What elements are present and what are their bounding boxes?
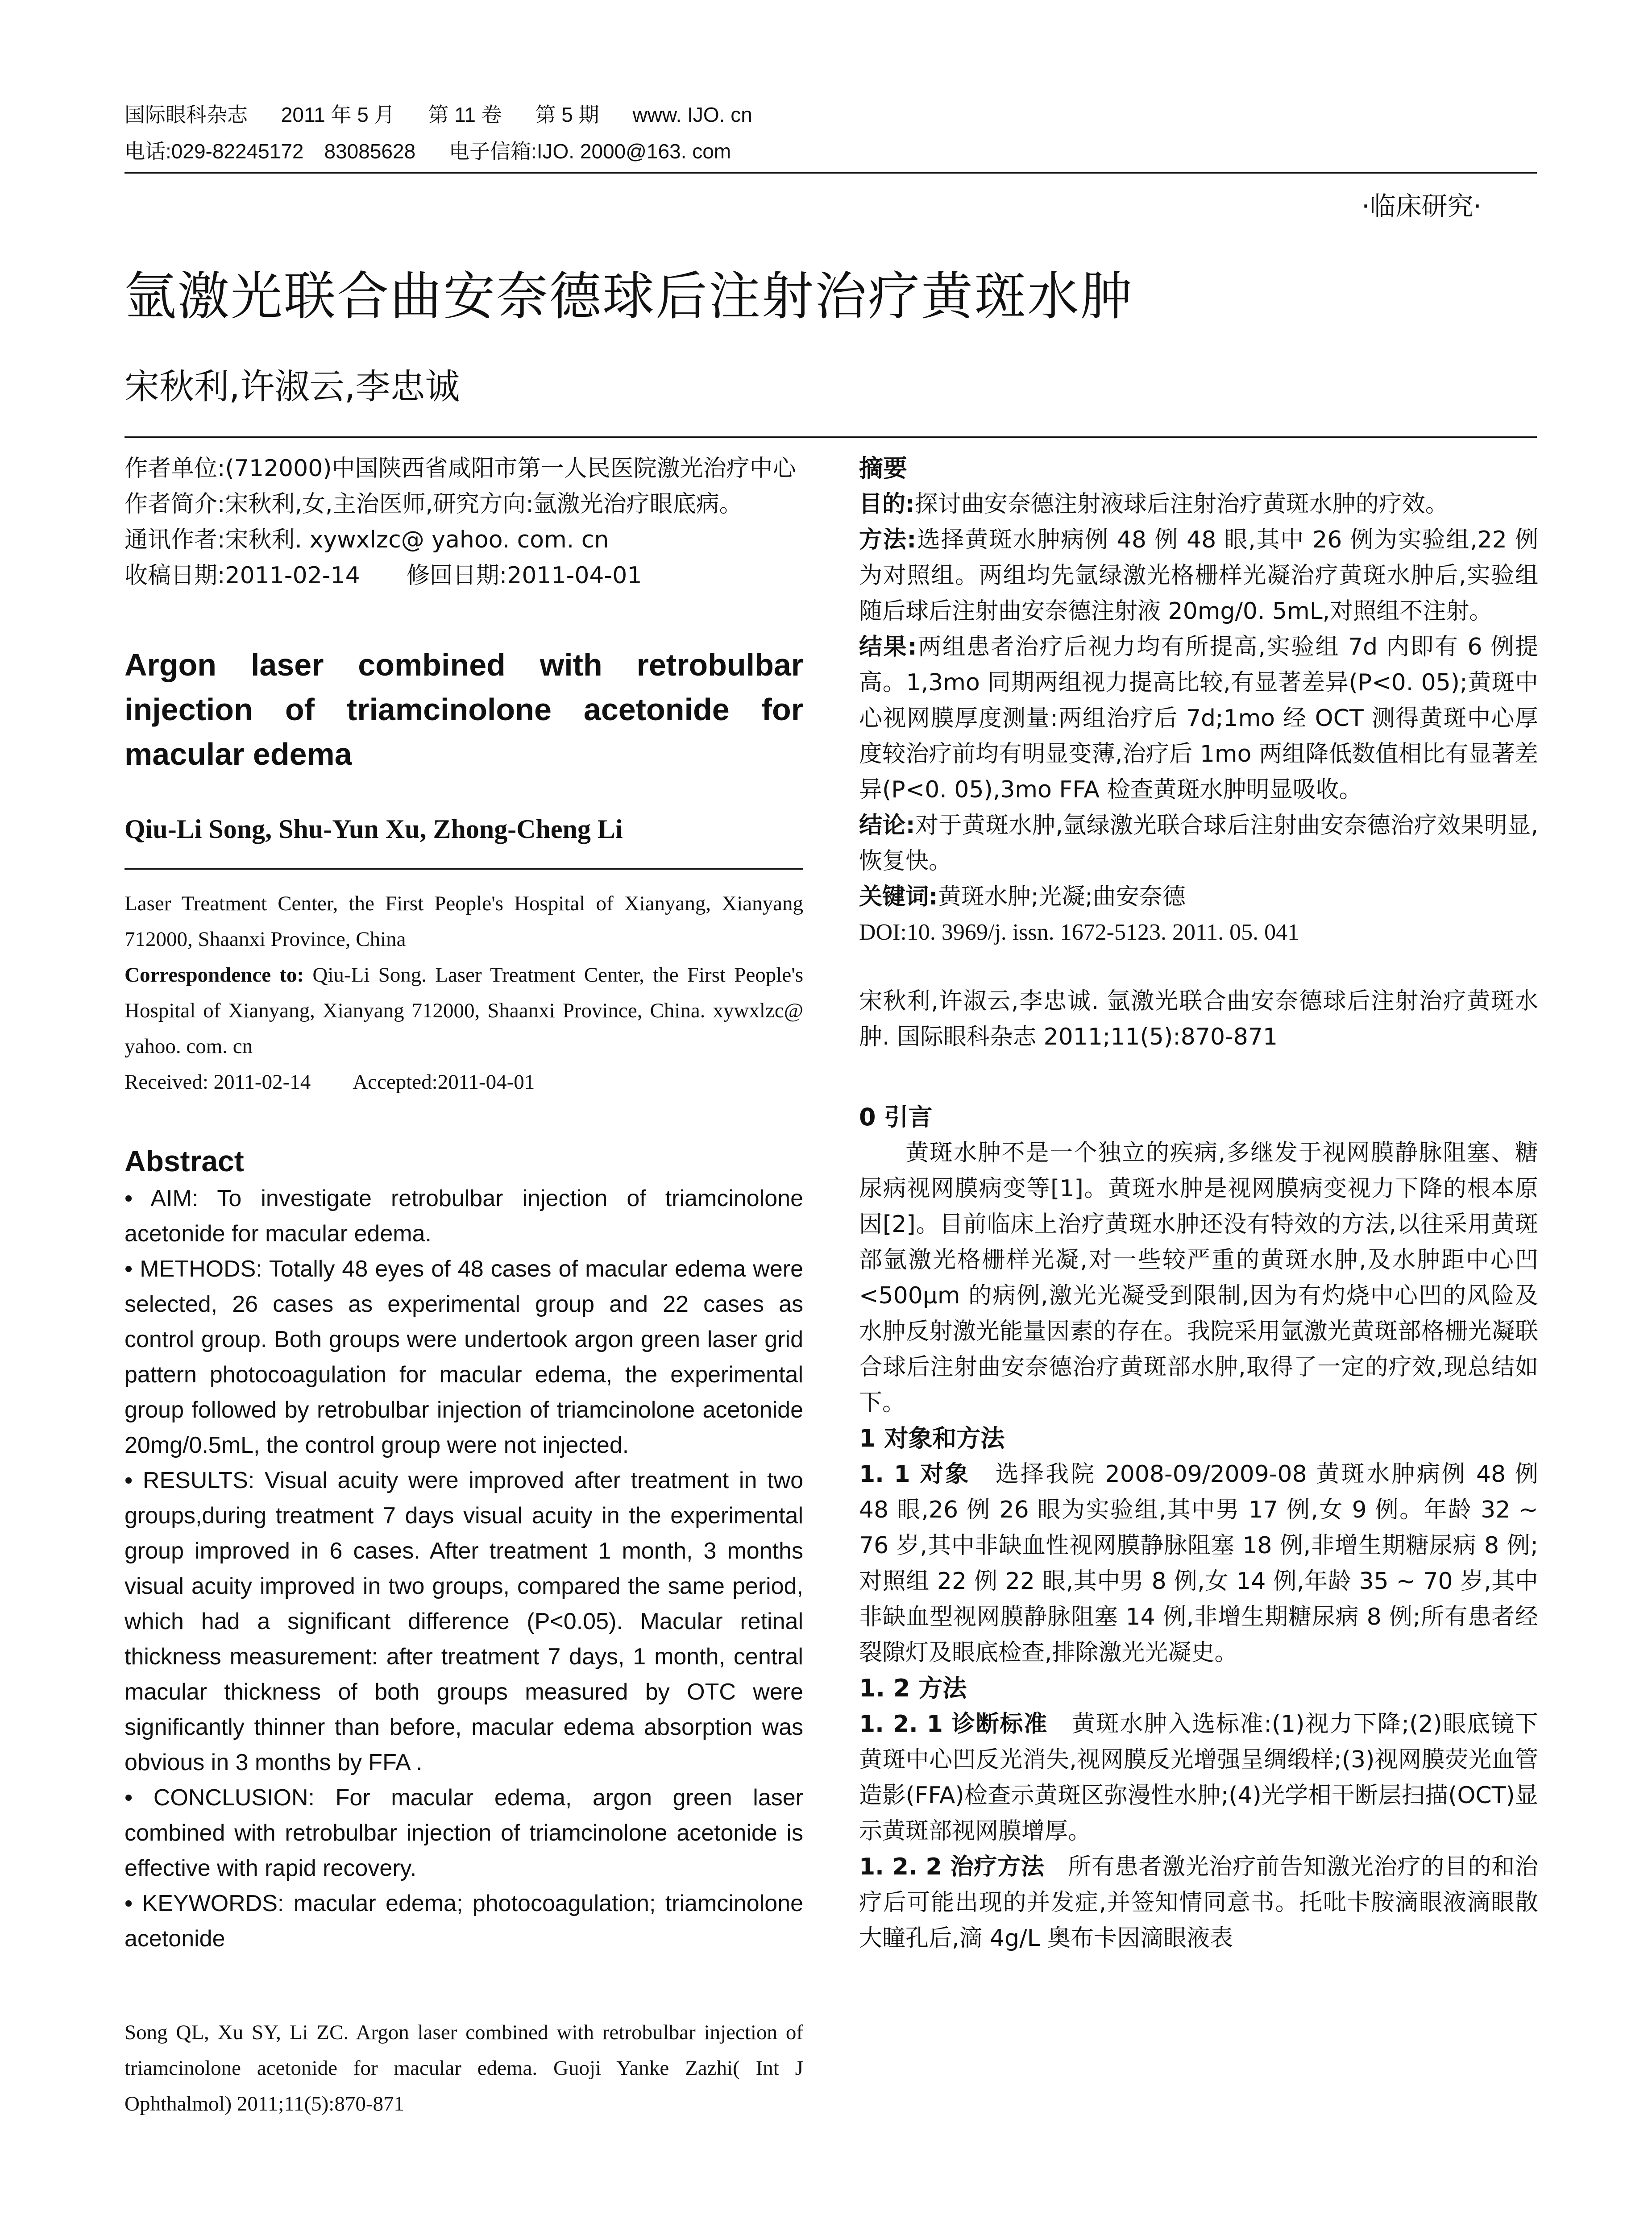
section1-2-1: [859, 1706, 1538, 1849]
english-citation: Song QL, Xu SY, Li ZC. Argon laser combined with retrobulbar injection of triamcinolone acetonide for macular edema. Guoji Yanke Zazhi( Int J Ophthalmol) 2011;11(5):870-871: [125, 2021, 803, 2115]
section1-2-2-text: 所有患者激光治疗前告知激光治疗的目的和治疗后可能出现的并发症,并签知情同意书。托吡卡胺滴眼液滴眼散大瞳孔后,滴 4g/L 奥布卡因滴眼液表: [859, 1854, 1538, 1952]
author-rule: [125, 868, 803, 870]
intro-heading: 0 引言: [859, 1103, 933, 1131]
author-bio: 作者简介:宋秋利,女,主治医师,研究方向:氩激光治疗眼底病。: [125, 491, 743, 518]
abstract-aim: • AIM: To investigate retrobulbar injection of triamcinolone acetonide for macular edema.: [125, 1186, 803, 1247]
abstract-methods: • METHODS: Totally 48 eyes of 48 cases of macular edema were selected, 26 cases as experimental group and 22 cases as control group. Both groups were undertook argon green laser grid pattern photocoagulation for macular edema, the experimental group followed by retrobulbar injection of triamcinolone acetonide 20mg/0.5mL, the control group were not injected.: [125, 1256, 803, 1458]
section1-2-2-label: 1. 2. 2 治疗方法: [859, 1854, 1045, 1880]
conclusion-text: 对于黄斑水肿,氩绿激光联合球后注射曲安奈德治疗效果明显,恢复快。: [859, 812, 1539, 875]
correspondence: [125, 957, 803, 1064]
doi: DOI:10. 3969/j. issn. 1672-5123. 2011. 05. 041: [859, 920, 1299, 945]
received-dates-en: Received: 2011-02-14 Accepted:2011-04-01: [125, 1070, 535, 1094]
abstract-heading: Abstract: [125, 1145, 244, 1178]
section1-2-heading: 1. 2 方法: [859, 1674, 967, 1702]
section-tag: ·临床研究·: [1361, 191, 1482, 221]
running-header: [125, 100, 780, 129]
aim-text: 探讨曲安奈德注射液球后注射治疗黄斑水肿的疗效。: [914, 491, 1449, 518]
volume: 第 11 卷: [428, 103, 502, 126]
issue: 第 5 期: [535, 103, 599, 126]
abstract-conclusion-cn: [859, 808, 1538, 879]
right-column: [859, 451, 1538, 1956]
abstract-aim-cn: [859, 486, 1538, 522]
abstract-keywords: • KEYWORDS: macular edema; photocoagulation; triamcinolone acetonide: [125, 1891, 803, 1952]
issue-date: 2011 年 5 月: [281, 103, 395, 126]
section1-2-1-label: 1. 2. 1 诊断标准: [859, 1711, 1048, 1738]
methods-text: 选择黄斑水肿病例 48 例 48 眼,其中 26 例为实验组,22 例为对照组。两组均先氩绿激光格栅样光凝治疗黄斑水肿后,实验组随后球后注射曲安奈德注射液 20mg/0. 5mL,对照组不注射。: [859, 527, 1539, 625]
corresponding-author: 通讯作者:宋秋利. xywxlzc@ yahoo. com. cn: [125, 527, 609, 553]
correspondence-label: Correspondence to:: [125, 963, 304, 987]
intro-paragraph: 黄斑水肿不是一个独立的疾病,多继发于视网膜静脉阻塞、糖尿病视网膜病变等[1]。黄斑水肿是视网膜病变视力下降的根本原因[2]。目前临床上治疗黄斑水肿还没有特效的方法,以往采用黄斑部氩激光格栅样光凝,对一些较严重的黄斑水肿,及水肿距中心凹 <500μm 的病例,激光光凝受到限制,因为有灼烧中心凹的风险及水肿反射激光能量因素的存在。我院采用氩激光黄斑部格栅光凝联合球后注射曲安奈德治疗黄斑部水肿,取得了一定的疗效,现总结如下。: [859, 1140, 1538, 1416]
section1-1-text: 选择我院 2008-09/2009-08 黄斑水肿病例 48 例 48 眼,26 例 26 眼为实验组,其中男 17 例,女 9 例。年龄 32 ~ 76 岁,其中非缺血性视网膜静脉阻塞 18 例,非增生期糖尿病 8 例;对照组 22 例 22 眼,其中男 8 例,女 14 例,年龄 35 ~ 70 岁,其中非缺血型视网膜静脉阻塞 14 例,非增生期糖尿病 8 例;所有患者经裂隙灯及眼底检查,排除激光光凝史。: [859, 1461, 1538, 1666]
english-affiliation: Laser Treatment Center, the First People's Hospital of Xianyang, Xianyang 712000, Shaanxi Province, China: [125, 892, 803, 951]
keywords-text: 黄斑水肿;光凝;曲安奈德: [938, 883, 1186, 910]
keywords-label: 关键词:: [859, 883, 938, 910]
title-rule: [125, 436, 1537, 438]
section1-2-2: [859, 1849, 1538, 1956]
section1-1-label: 1. 1 对象: [859, 1461, 971, 1488]
abstract-conclusion: • CONCLUSION: For macular edema, argon green laser combined with retrobulbar injection of triamcinolone acetonide is effective with rapid recovery.: [125, 1785, 803, 1881]
keywords-cn: [859, 879, 1538, 915]
header-rule: [125, 172, 1537, 174]
section1-heading: 1 对象和方法: [859, 1424, 1005, 1452]
received-dates-cn: 收稿日期:2011-02-14 修回日期:2011-04-01: [125, 562, 642, 589]
section1-1: [859, 1456, 1538, 1671]
phone: 电话:029-82245172 83085628: [125, 140, 416, 163]
english-title: Argon laser combined with retrobulbar injection of triamcinolone acetonide for macular edema: [125, 647, 803, 771]
abstract-results-cn: [859, 629, 1538, 808]
article-title: 氩激光联合曲安奈德球后注射治疗黄斑水肿: [125, 266, 1133, 327]
abstract-methods-cn: [859, 522, 1538, 629]
abstract-results: • RESULTS: Visual acuity were improved after treatment in two groups,during treatment 7 days visual acuity in the experimental group improved in 6 cases. After treatment 1 month, 3 months visual acuity improved in two groups, compared the same period, which had a significant difference (P<0.05). Macular retinal thickness measurement: after treatment 7 days, 1 month, central macular thickness of both groups measured by OTC were significantly thinner than before, macular edema absorption was obvious in 3 months by FFA .: [125, 1468, 803, 1775]
aim-label: 目的:: [859, 491, 915, 518]
results-text: 两组患者治疗后视力均有所提高,实验组 7d 内即有 6 例提高。1,3mo 同期两组视力提高比较,有显著差异(P<0. 05);黄斑中心视网膜厚度测量:两组治疗后 7d;1mo 经 OCT 测得黄斑中心厚度较治疗前均有明显变薄,治疗后 1mo 两组降低数值相比有显著差异(P<0. 05),3mo FFA 检查黄斑水肿明显吸收。: [859, 634, 1538, 803]
author-affiliation-cn: 作者单位:(712000)中国陕西省咸阳市第一人民医院激光治疗中心: [125, 455, 796, 482]
left-column: [125, 451, 803, 2122]
email: 电子信箱:IJO. 2000@163. com: [448, 140, 731, 163]
english-authors: Qiu-Li Song, Shu-Yun Xu, Zhong-Cheng Li: [125, 814, 623, 844]
contact-header: [125, 137, 759, 166]
conclusion-label: 结论:: [859, 812, 915, 839]
methods-label: 方法:: [859, 527, 917, 553]
chinese-citation: 宋秋利,许淑云,李忠诚. 氩激光联合曲安奈德球后注射治疗黄斑水肿. 国际眼科杂志 2011;11(5):870-871: [859, 988, 1538, 1050]
chinese-abstract-heading: 摘要: [859, 454, 907, 482]
correspondence-text: Qiu-Li Song. Laser Treatment Center, the First People's Hospital of Xianyang, Xianyang 712000, Shaanxi Province, China. xywxlzc@ yahoo. com. cn: [125, 963, 803, 1058]
authors-chinese: 宋秋利,许淑云,李忠诚: [125, 367, 460, 407]
website: www. IJO. cn: [632, 103, 752, 126]
journal-name: 国际眼科杂志: [125, 103, 248, 126]
results-label: 结果:: [859, 634, 917, 660]
section1-2-1-text: 黄斑水肿入选标准:(1)视力下降;(2)眼底镜下黄斑中心凹反光消失,视网膜反光增强呈绸缎样;(3)视网膜荧光血管造影(FFA)检查示黄斑区弥漫性水肿;(4)光学相干断层扫描(OCT)显示黄斑部视网膜增厚。: [859, 1711, 1538, 1845]
